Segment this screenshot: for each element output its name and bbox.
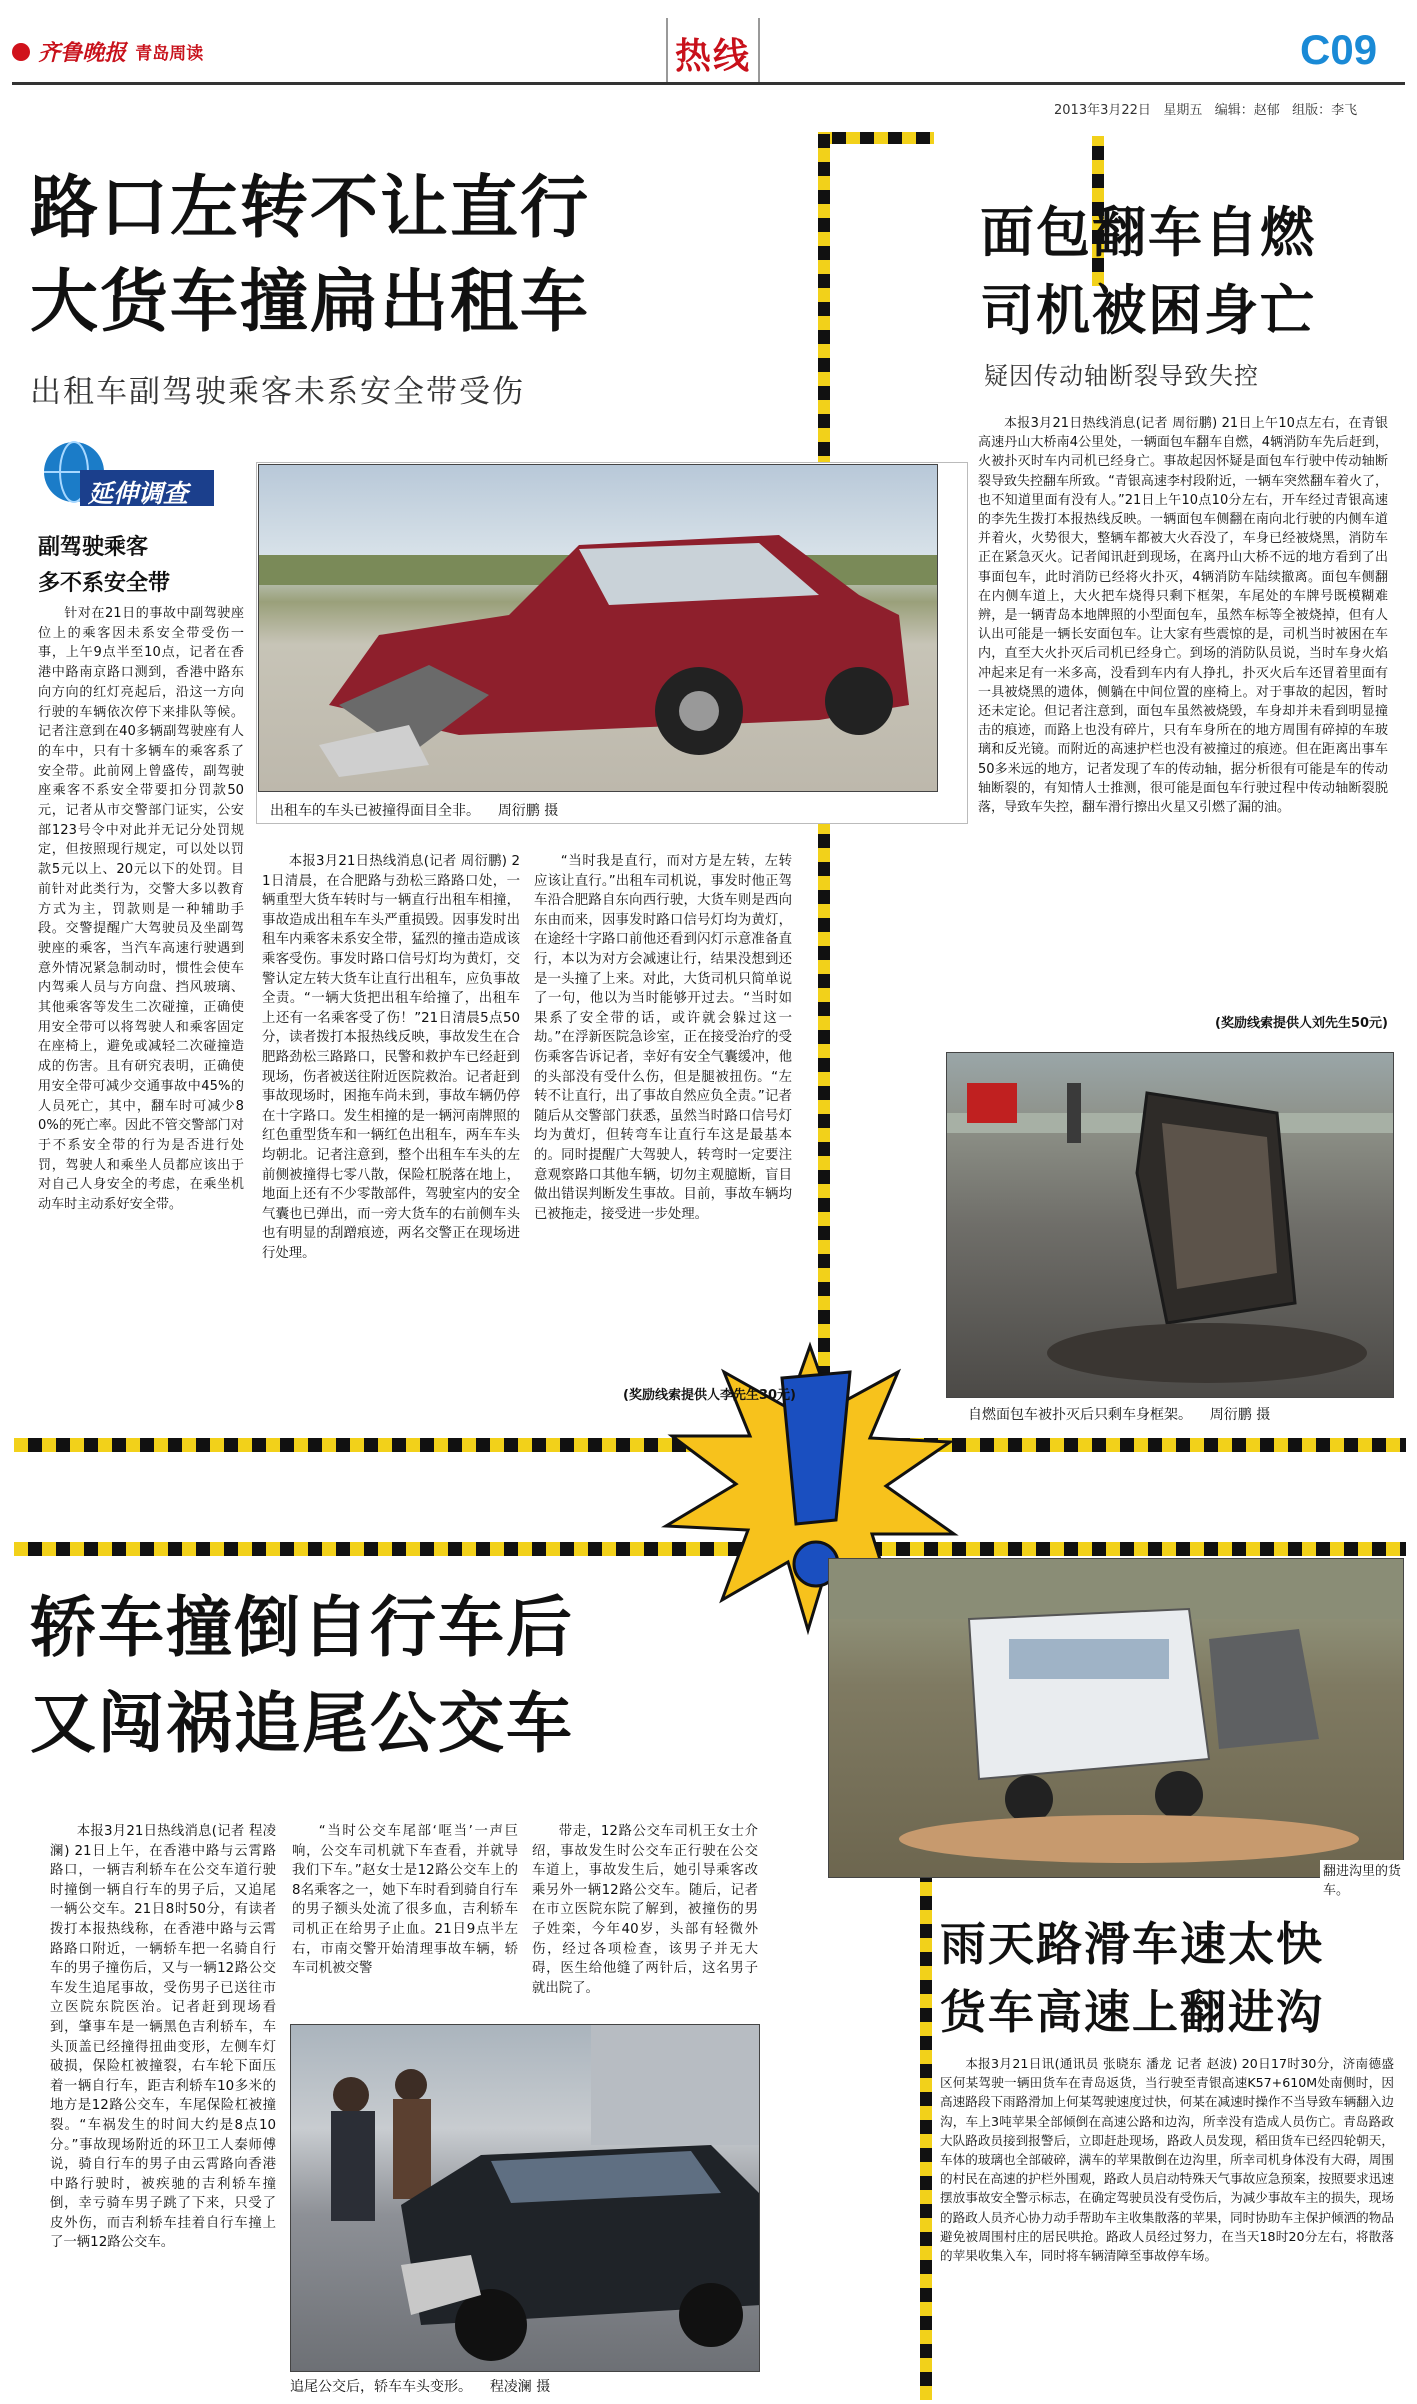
sedan-photo-caption-text: 追尾公交后，轿车车头变形。 — [290, 2379, 472, 2395]
taxi-crash-photo — [258, 464, 938, 792]
story2-reward-note: (奖励线索提供人刘先生50元) — [1215, 1016, 1388, 1031]
story1-main-col1: 本报3月21日热线消息(记者 周衍鹏) 21日清晨，在合肥路与劲松三路路口处，一辆重型大货车转时与一辆直行出租车相撞，事故造成出租车车头严重损毁。因事发时出租车内乘客未系安全带，猛烈的撞击造成该乘客受伤。事发时路口信号灯均为黄灯，交警认定左转大货车让直行出租车，应负事故全责。“一辆大货把出租车给撞了，出租车上还有一名乘客受了伤！”21日清晨5点50分，读者拨打本报热线反映，事故发生在合肥路劲松三路路口，民警和救护车已经赶到现场，伤者被送往附近医院救治。记者赶到事故现场时，困拖车尚未到，事故车辆仍停在十字路口。发生相撞的是一辆河南牌照的红色重型货车和一辆红色出租车，两车车头均朝北。记者注意到，整个出租车车头的左前侧被撞得七零八散，保险杠脱落在地上，地面上还有不少零散部件，驾驶室内的安全气囊也已弹出，而一旁大货车的右前侧车头也有明显的刮蹭痕迹，两名交警正在现场进行处理。 — [262, 854, 520, 1261]
taxi-photo-caption-text: 出租车的车头已被撞得面目全非。 — [270, 803, 480, 819]
story2-subtitle: 疑因传动轴断裂导致失控 — [984, 362, 1259, 390]
taxi-photo-credit: 周衍鹏 摄 — [497, 803, 559, 819]
decor-stripe-top — [818, 132, 934, 144]
van-photo-caption — [968, 1404, 1270, 1424]
truck-photo-caption: 翻进沟里的货车。 — [1320, 1860, 1417, 1898]
story1-reward-note: (奖励线索提供人李先生30元) — [623, 1388, 796, 1403]
story1-main-col2: “当时我是直行，而对方是左转，左转应该让直行。”出租车司机说，事发时他正驾车沿合肥路自东向西行驶，大货车则是西向东由而来，因事发时路口信号灯均为黄灯，在途经十字路口前他还看到闪灯示意准备直行，本以为对方会减速让行，结果没想到还是一头撞了上来。对此，大货司机只简单说了一句，他以为当时能够开过去。“当时如果系了安全带的话，或许就会躲过这一劫。”在浮新医院急诊室，正在接受治疗的受伤乘客告诉记者，幸好有安全气囊缓冲，他的头部没有受什么伤，但是腿被扭伤。“左转不让直行，出了事故自然应负全责。”记者随后从交警部门获悉，虽然当时路口信号灯均为黄灯，但转弯车让直行车这是最基本的。同时提醒广大驾驶人，转弯时一定要注意观察路口其他车辆，切勿主观臆断，盲目做出错误判断发生事故。目前，事故车辆均已被拖走，接受进一步处理。 — [534, 854, 792, 1222]
taxi-photo-caption — [270, 800, 558, 820]
story1-title-line1: 路口左转不让直行 — [30, 169, 591, 248]
story4-text: 本报3月21日讯(通讯员 张晓东 潘龙 记者 赵波) 20日17时30分，济南德盛区何某驾驶一辆田货车在青岛返货，当行驶至青银高速K57+610M处南侧时，因高速路段下雨路滑加上何某驾驶速度过快，何某在减速时操作不当导致车辆翻入边沟，车上3吨苹果全部倾倒在高速公路和边沟，所幸没有造成人员伤亡。青岛路政大队路政员接到报警后，立即赶赴现场，路政人员发现，稻田货车已经四轮朝天，车体的玻璃也全部破碎，满车的苹果散倒在边沟里，所幸司机身体没有大碍，周围的村民在高速的护栏外围观，路政人员启动特殊天气事故应急预案，按照要求迅速摆放事故安全警示标志，在确定驾驶员没有受伤后，为减少事故车主的损失，现场的路政人员齐心协力动手帮助车主收集散落的苹果，同时协助车主保护倾洒的物品避免被周围村庄的居民哄抢。路政人员经过努力，在当天18时20分左右，将散落的苹果收集入车，同时将车辆清障至事故停车场。 — [940, 2056, 1394, 2264]
editor: 编辑：赵郁 — [1214, 103, 1280, 118]
story1-subtitle: 出租车副驾驶乘客未系安全带受伤 — [30, 374, 525, 410]
story2-title-line2: 司机被困身亡 — [980, 279, 1316, 342]
sedan-crash-photo — [290, 2024, 760, 2372]
story4-title-line2: 货车高速上翻进沟 — [940, 1985, 1324, 2039]
section-title: 热线 — [674, 36, 751, 77]
story2-text: 本报3月21日热线消息(记者 周衍鹏) 21日上午10点左右，在青银高速丹山大桥南4公里处，一辆面包车翻车自燃，4辆消防车先后赶到，火被扑灭时车内司机已经身亡。事故起因怀疑是面包车行驶中传动轴断裂导致失控翻车所致。“青银高速李村段附近，一辆车突然翻车着火了，也不知道里面有没有人。”21日上午10点10分左右，开车经过青银高速的李先生拨打本报热线反映。一辆面包车侧翻在南向北行驶的内侧车道并着火，火势很大，整辆车都被大火吞没了，车身已经被烧黑，消防车正在紧急灭火。记者闻讯赶到现场，在离丹山大桥不远的地方看到了出事面包车，此时消防已经将火扑灭，4辆消防车陆续撤离。面包车侧翻在内侧车道上，大火把车烧得只剩下框架，车尾处的车牌号既模糊难辨，是一辆青岛本地牌照的小型面包车，虽然车标等全被烧掉，但有人认出可能是一辆长安面包车。让大家有些震惊的是，司机当时被困在车内，直至大火扑灭后司机已经身亡。到场的消防队员说，当时车身火焰冲起来足有一米多高，没看到车内有人挣扎，扑灭火后车还冒着里面有一具被烧黑的遗体，侧躺在中间位置的座椅上。对于事故的起因，暂时还未定论。但记者注意到，面包车虽然被烧毁，车身却并未看到明显撞击的痕迹，而路上也没有碎片，只有车身所在的地方周围有碎掉的车玻璃和反光镜。而附近的高速护栏也没有被撞过的痕迹。但在距离出事车50多米远的地方，记者发现了车的传动轴，据分析很有可能是车的传动轴断裂的，有知情人士推测，很可能是面包车行驶过程中传动轴断裂脱落，导致车失控，翻车滑行擦出火星又引燃了漏的油。 — [978, 416, 1388, 816]
story3-col3: 带走，12路公交车司机王女士介绍，事故发生时公交车正行驶在公交车道上，事故发生后，她引导乘客改乘另外一辆12路公交车。随后，记者在市立医院东院了解到，被撞伤的男子姓栾，今年40岁，头部有轻微外伤，经过各项检查，该男子并无大碍，医生给他缝了两针后，这名男子就出院了。 — [532, 1824, 758, 1996]
issue-date: 2013年3月22日 — [1054, 103, 1151, 118]
side-headline-2: 多不系安全带 — [38, 571, 171, 596]
story3-title-line1: 轿车撞倒自行车后 — [30, 1589, 574, 1666]
burnt-van-photo — [946, 1052, 1394, 1398]
story1-title-line2: 大货车撞扁出租车 — [30, 263, 591, 342]
overturned-truck-photo — [828, 1558, 1404, 1878]
header-rule — [12, 82, 1405, 85]
sedan-photo-credit: 程凌澜 摄 — [489, 2379, 551, 2395]
side-headline-1: 副驾驶乘客 — [38, 535, 149, 560]
issue-weekday: 星期五 — [1163, 103, 1203, 118]
header-info — [1054, 99, 1357, 118]
paper-name: 齐鲁晚报 — [38, 40, 127, 66]
story3-col1: 本报3月21日热线消息(记者 程凌澜) 21日上午，在香港中路与云霄路路口，一辆吉利轿车在公交车道行驶时撞倒一辆自行车的男子后，又追尾一辆公交车。21日8时50分，有读者拨打本报热线称，在香港中路与云霄路路口附近，一辆轿车把一名骑自行车的男子撞伤后，又与一辆12路公交车发生追尾事故，受伤男子已送往市立医院东院医治。记者赶到现场看到，肇事车是一辆黑色吉利轿车，车头顶盖已经撞得扭曲变形，左侧车灯破损，保险杠被撞裂，右车轮下面压着一辆自行车，距吉利轿车10多米的地方是12路公交车，车尾保险杠被撞裂。“车祸发生的时间大约是8点10分。”事故现场附近的环卫工人秦师傅说，骑自行车的男子由云霄路向香港中路行驶时，被疾驰的吉利轿车撞倒，幸亏骑车男子跳了下来，只受了皮外伤，而吉利轿车挂着自行车撞上了一辆12路公交车。 — [50, 1824, 276, 2251]
story3-col2: “当时公交车尾部‘哐当’一声巨响，公交车司机就下车查看，并就导我们下车。”赵女士是12路公交车上的8名乘客之一，她下车时看到骑自行车的男子额头处流了很多血，吉利轿车司机正在给男子止血。21日9点半左右，市南交警开始清理事故车辆，轿车司机被交警 — [292, 1824, 518, 1977]
van-photo-credit: 周衍鹏 摄 — [1209, 1407, 1271, 1423]
side-article-text: 针对在21日的事故中副驾驶座位上的乘客因未系安全带受伤一事，上午9点半至10点，记者在香港中路南京路口测到，香港中路东向方向的红灯亮起后，沿这一方向行驶的车辆依次停下来排队等候。记者注意到在40多辆副驾驶座有人的车中，只有十多辆车的乘客系了安全带。此前网上曾盛传，副驾驶座乘客不系安全带要扣分罚款50元，记者从市交警部门证实，公安部123号令中对此并无记分处罚规定，但按照现行规定，可以处以罚款5元以上、20元以下的处罚。目前针对此类行为，交警大多以教育方式为主，罚款则是一种辅助手段。交警提醒广大驾驶员及坐副驾驶座的乘客，当汽车高速行驶遇到意外情况紧急制动时，惯性会使车内驾乘人员与方向盘、挡风玻璃、其他乘客等发生二次碰撞，正确使用安全带可以将驾驶人和乘客固定在座椅上，避免或减轻二次碰撞造成的伤害。且有研究表明，正确使用安全带可减少交通事故中45%的人员死亡，其中，翻车时可减少80%的死亡率。因此不管交警部门对于不系安全带的行为是否进行处罚，驾驶人和乘坐人员都应该出于对自己人身安全的考虑，在乘坐机动车时主动系好安全带。 — [38, 606, 244, 1213]
story3-title-line2: 又闯祸追尾公交车 — [30, 1685, 574, 1762]
van-photo-caption-text: 自燃面包车被扑灭后只剩车身框架。 — [968, 1407, 1192, 1423]
badge-label: 延伸调查 — [88, 479, 189, 508]
story4-title-line1: 雨天路滑车速太快 — [940, 1917, 1324, 1971]
designer: 组版：李飞 — [1292, 103, 1358, 118]
edition-name: 青岛周读 — [135, 44, 204, 64]
sedan-photo-caption — [290, 2376, 550, 2396]
extended-survey-badge — [40, 436, 220, 510]
masthead — [12, 36, 232, 72]
paper-logo-icon — [12, 43, 30, 61]
page-code: C09 — [1300, 26, 1378, 73]
story2-title-line1: 面包翻车自燃 — [980, 201, 1316, 264]
